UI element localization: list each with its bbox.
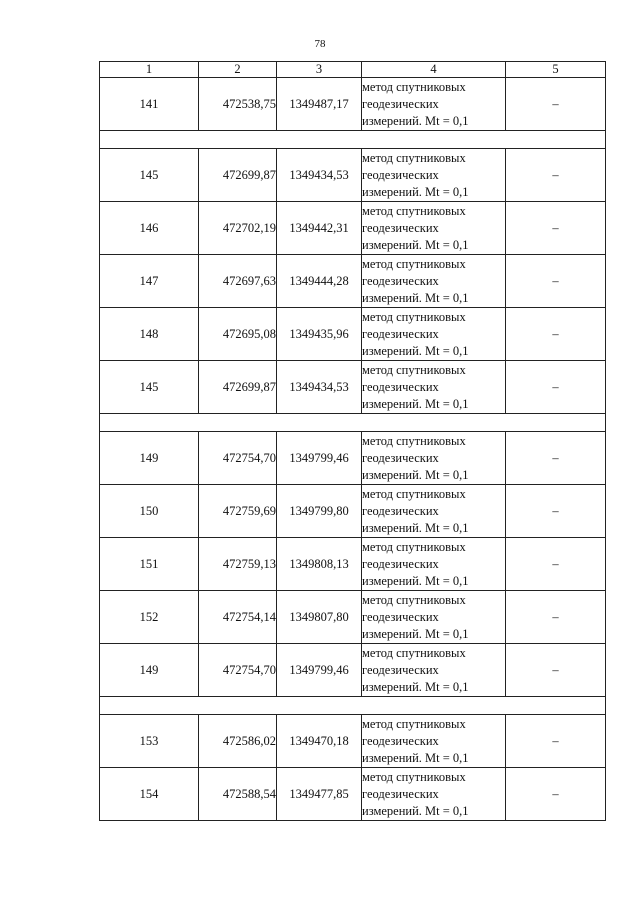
method-text-line: измерений. Mt = 0,1	[362, 626, 469, 641]
method-text-line: геодезических	[362, 96, 439, 111]
method-text-line: геодезических	[362, 450, 439, 465]
method-text-line: геодезических	[362, 379, 439, 394]
separator-cell	[100, 414, 606, 432]
table-body	[100, 78, 606, 821]
method-cell	[362, 78, 506, 131]
table-separator-row	[100, 131, 606, 149]
note-cell: –	[506, 432, 606, 485]
x-coordinate-cell: 472699,87	[199, 361, 277, 414]
method-text-line: метод спутниковых	[362, 645, 466, 660]
x-coordinate-cell: 472759,13	[199, 538, 277, 591]
table-row	[100, 308, 606, 361]
method-text-line: геодезических	[362, 167, 439, 182]
method-text-line: измерений. Mt = 0,1	[362, 520, 469, 535]
y-coordinate-cell: 1349808,13	[277, 538, 362, 591]
method-text-line: метод спутниковых	[362, 150, 466, 165]
x-coordinate-cell: 472754,70	[199, 644, 277, 697]
column-header-3: 3	[277, 62, 362, 78]
y-coordinate-cell: 1349434,53	[277, 361, 362, 414]
method-text-line: измерений. Mt = 0,1	[362, 573, 469, 588]
y-coordinate-cell: 1349435,96	[277, 308, 362, 361]
table-row	[100, 255, 606, 308]
method-cell	[362, 308, 506, 361]
table-row	[100, 768, 606, 821]
x-coordinate-cell: 472697,63	[199, 255, 277, 308]
x-coordinate-cell: 472759,69	[199, 485, 277, 538]
method-text-line: измерений. Mt = 0,1	[362, 237, 469, 252]
table-row	[100, 644, 606, 697]
method-text-line: геодезических	[362, 503, 439, 518]
y-coordinate-cell: 1349442,31	[277, 202, 362, 255]
method-text-line: метод спутниковых	[362, 433, 466, 448]
method-text-line: геодезических	[362, 273, 439, 288]
method-text-line: измерений. Mt = 0,1	[362, 396, 469, 411]
point-number-cell: 152	[100, 591, 199, 644]
y-coordinate-cell: 1349799,80	[277, 485, 362, 538]
y-coordinate-cell: 1349807,80	[277, 591, 362, 644]
table-row	[100, 202, 606, 255]
method-text-line: метод спутниковых	[362, 716, 466, 731]
method-cell	[362, 538, 506, 591]
point-number-cell: 145	[100, 149, 199, 202]
table-row	[100, 361, 606, 414]
column-header-5: 5	[506, 62, 606, 78]
method-text-line: геодезических	[362, 786, 439, 801]
point-number-cell: 147	[100, 255, 199, 308]
method-text-line: измерений. Mt = 0,1	[362, 803, 469, 818]
column-header-1: 1	[100, 62, 199, 78]
x-coordinate-cell: 472695,08	[199, 308, 277, 361]
y-coordinate-cell: 1349799,46	[277, 432, 362, 485]
method-text-line: геодезических	[362, 326, 439, 341]
method-text-line: геодезических	[362, 733, 439, 748]
table-separator-row	[100, 414, 606, 432]
method-text-line: измерений. Mt = 0,1	[362, 679, 469, 694]
y-coordinate-cell: 1349799,46	[277, 644, 362, 697]
point-number-cell: 145	[100, 361, 199, 414]
table-row	[100, 715, 606, 768]
method-text-line: метод спутниковых	[362, 486, 466, 501]
note-cell: –	[506, 644, 606, 697]
note-cell: –	[506, 78, 606, 131]
table-row	[100, 78, 606, 131]
method-cell	[362, 432, 506, 485]
column-header-2: 2	[199, 62, 277, 78]
method-text-line: измерений. Mt = 0,1	[362, 750, 469, 765]
table-row	[100, 432, 606, 485]
page-number: 78	[314, 38, 326, 50]
point-number-cell: 153	[100, 715, 199, 768]
method-text-line: геодезических	[362, 662, 439, 677]
x-coordinate-cell: 472699,87	[199, 149, 277, 202]
method-text-line: метод спутниковых	[362, 203, 466, 218]
method-text-line: измерений. Mt = 0,1	[362, 290, 469, 305]
note-cell: –	[506, 591, 606, 644]
x-coordinate-cell: 472754,70	[199, 432, 277, 485]
method-text-line: геодезических	[362, 556, 439, 571]
method-text-line: метод спутниковых	[362, 592, 466, 607]
note-cell: –	[506, 149, 606, 202]
note-cell: –	[506, 715, 606, 768]
method-cell	[362, 485, 506, 538]
method-text-line: метод спутниковых	[362, 362, 466, 377]
table-row	[100, 149, 606, 202]
point-number-cell: 141	[100, 78, 199, 131]
method-text-line: метод спутниковых	[362, 769, 466, 784]
y-coordinate-cell: 1349487,17	[277, 78, 362, 131]
table-row	[100, 591, 606, 644]
table-row	[100, 485, 606, 538]
method-cell	[362, 591, 506, 644]
table-separator-row	[100, 697, 606, 715]
note-cell: –	[506, 485, 606, 538]
separator-cell	[100, 697, 606, 715]
method-cell	[362, 644, 506, 697]
point-number-cell: 146	[100, 202, 199, 255]
x-coordinate-cell: 472702,19	[199, 202, 277, 255]
method-cell	[362, 149, 506, 202]
point-number-cell: 154	[100, 768, 199, 821]
table-header-row	[100, 62, 606, 78]
method-cell	[362, 768, 506, 821]
point-number-cell: 151	[100, 538, 199, 591]
x-coordinate-cell: 472586,02	[199, 715, 277, 768]
note-cell: –	[506, 202, 606, 255]
note-cell: –	[506, 308, 606, 361]
column-header-4: 4	[362, 62, 506, 78]
point-number-cell: 150	[100, 485, 199, 538]
y-coordinate-cell: 1349444,28	[277, 255, 362, 308]
coordinates-table	[99, 61, 606, 821]
note-cell: –	[506, 768, 606, 821]
method-text-line: измерений. Mt = 0,1	[362, 184, 469, 199]
method-text-line: метод спутниковых	[362, 79, 466, 94]
method-text-line: измерений. Mt = 0,1	[362, 343, 469, 358]
method-text-line: геодезических	[362, 609, 439, 624]
method-text-line: метод спутниковых	[362, 256, 466, 271]
method-cell	[362, 715, 506, 768]
x-coordinate-cell: 472588,54	[199, 768, 277, 821]
separator-cell	[100, 131, 606, 149]
note-cell: –	[506, 538, 606, 591]
y-coordinate-cell: 1349470,18	[277, 715, 362, 768]
method-cell	[362, 255, 506, 308]
x-coordinate-cell: 472538,75	[199, 78, 277, 131]
y-coordinate-cell: 1349434,53	[277, 149, 362, 202]
point-number-cell: 149	[100, 432, 199, 485]
table-row	[100, 538, 606, 591]
x-coordinate-cell: 472754,14	[199, 591, 277, 644]
note-cell: –	[506, 361, 606, 414]
method-cell	[362, 202, 506, 255]
note-cell: –	[506, 255, 606, 308]
method-text-line: измерений. Mt = 0,1	[362, 113, 469, 128]
method-text-line: метод спутниковых	[362, 539, 466, 554]
method-text-line: измерений. Mt = 0,1	[362, 467, 469, 482]
point-number-cell: 148	[100, 308, 199, 361]
method-text-line: геодезических	[362, 220, 439, 235]
point-number-cell: 149	[100, 644, 199, 697]
method-cell	[362, 361, 506, 414]
method-text-line: метод спутниковых	[362, 309, 466, 324]
y-coordinate-cell: 1349477,85	[277, 768, 362, 821]
